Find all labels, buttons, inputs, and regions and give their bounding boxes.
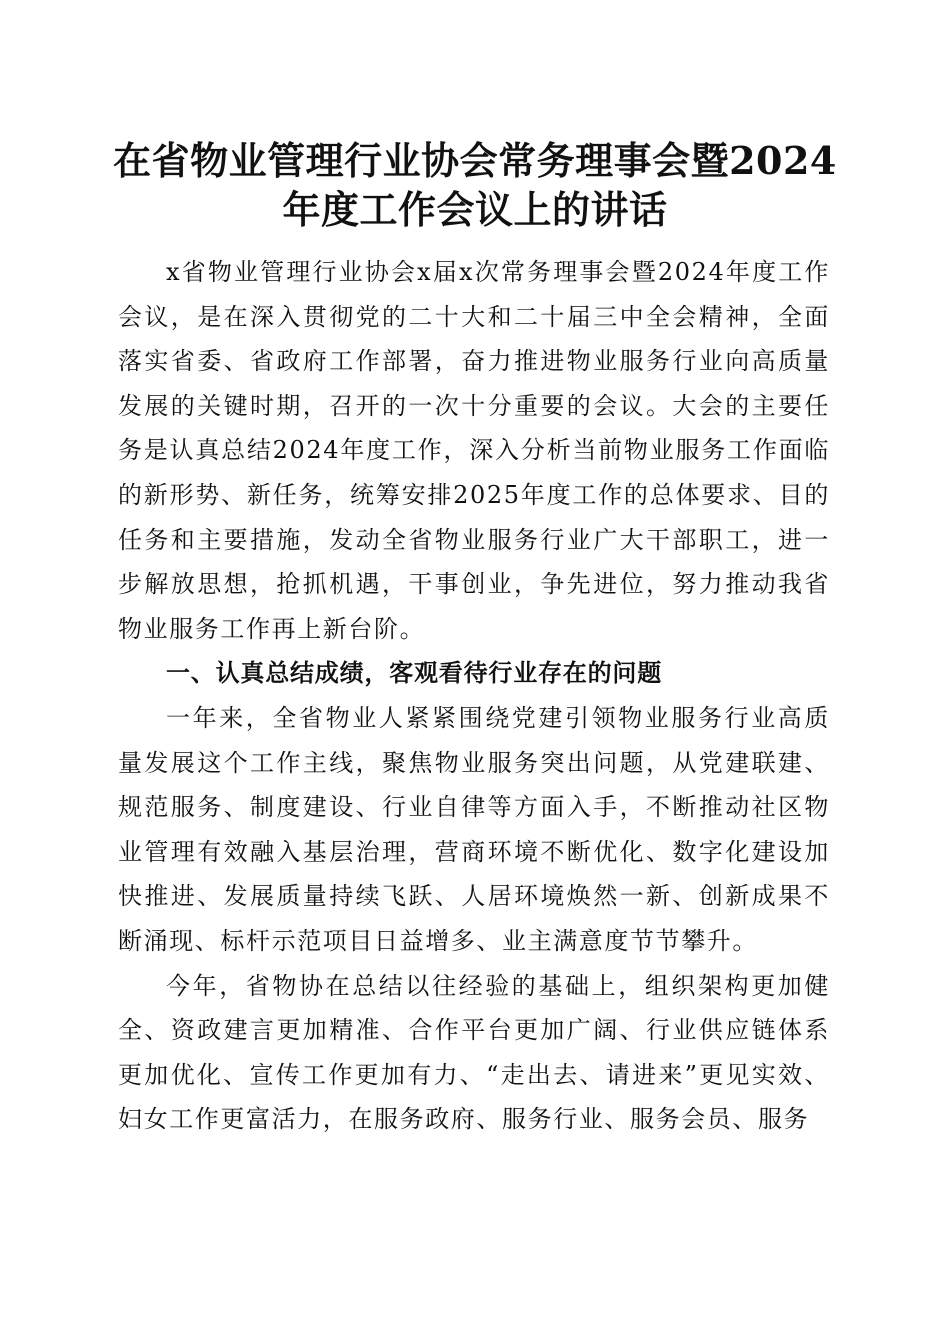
intro-paragraph: x省物业管理行业协会x届x次常务理事会暨2024年度工作会议，是在深入贯彻党的二十大和二十届三中全会精神，全面落实省委、省政府工作部署，奋力推进物业服务行业向高质量发展的关键时期，召开的一次十分重要的会议。大会的主要任务是认真总结2024年度工作，深入分析当前物业服务工作面临的新形势、新任务，统筹安排2025年度工作的总体要求、目的任务和主要措施，发动全省物业服务行业广大干部职工，进一步解放思想，抢抓机遇，干事创业，争先进位，努力推动我省物业服务工作再上新台阶。	[118, 258, 830, 643]
document-body	[118, 250, 830, 1142]
section-1-paragraph-2: 今年，省物协在总结以往经验的基础上，组织架构更加健全、资政建言更加精准、合作平台更加广阔、行业供应链体系更加优化、宣传工作更加有力、“走出去、请进来”更见实效、妇女工作更富活力，在服务政府、服务行业、服务会员、服务	[118, 971, 830, 1134]
section-heading-1: 一、认真总结成绩，客观看待行业存在的问题	[166, 659, 662, 688]
document-title: 在省物业管理行业协会常务理事会暨2024年度工作会议上的讲话	[113, 138, 837, 232]
section-1-paragraph-1: 一年来，全省物业人紧紧围绕党建引领物业服务行业高质量发展这个工作主线，聚焦物业服务突出问题，从党建联建、规范服务、制度建设、行业自律等方面入手，不断推动社区物业管理有效融入基层治理，营商环境不断优化、数字化建设加快推进、发展质量持续飞跃、人居环境焕然一新、创新成果不断涌现、标杆示范项目日益增多、业主满意度节节攀升。	[118, 703, 830, 955]
